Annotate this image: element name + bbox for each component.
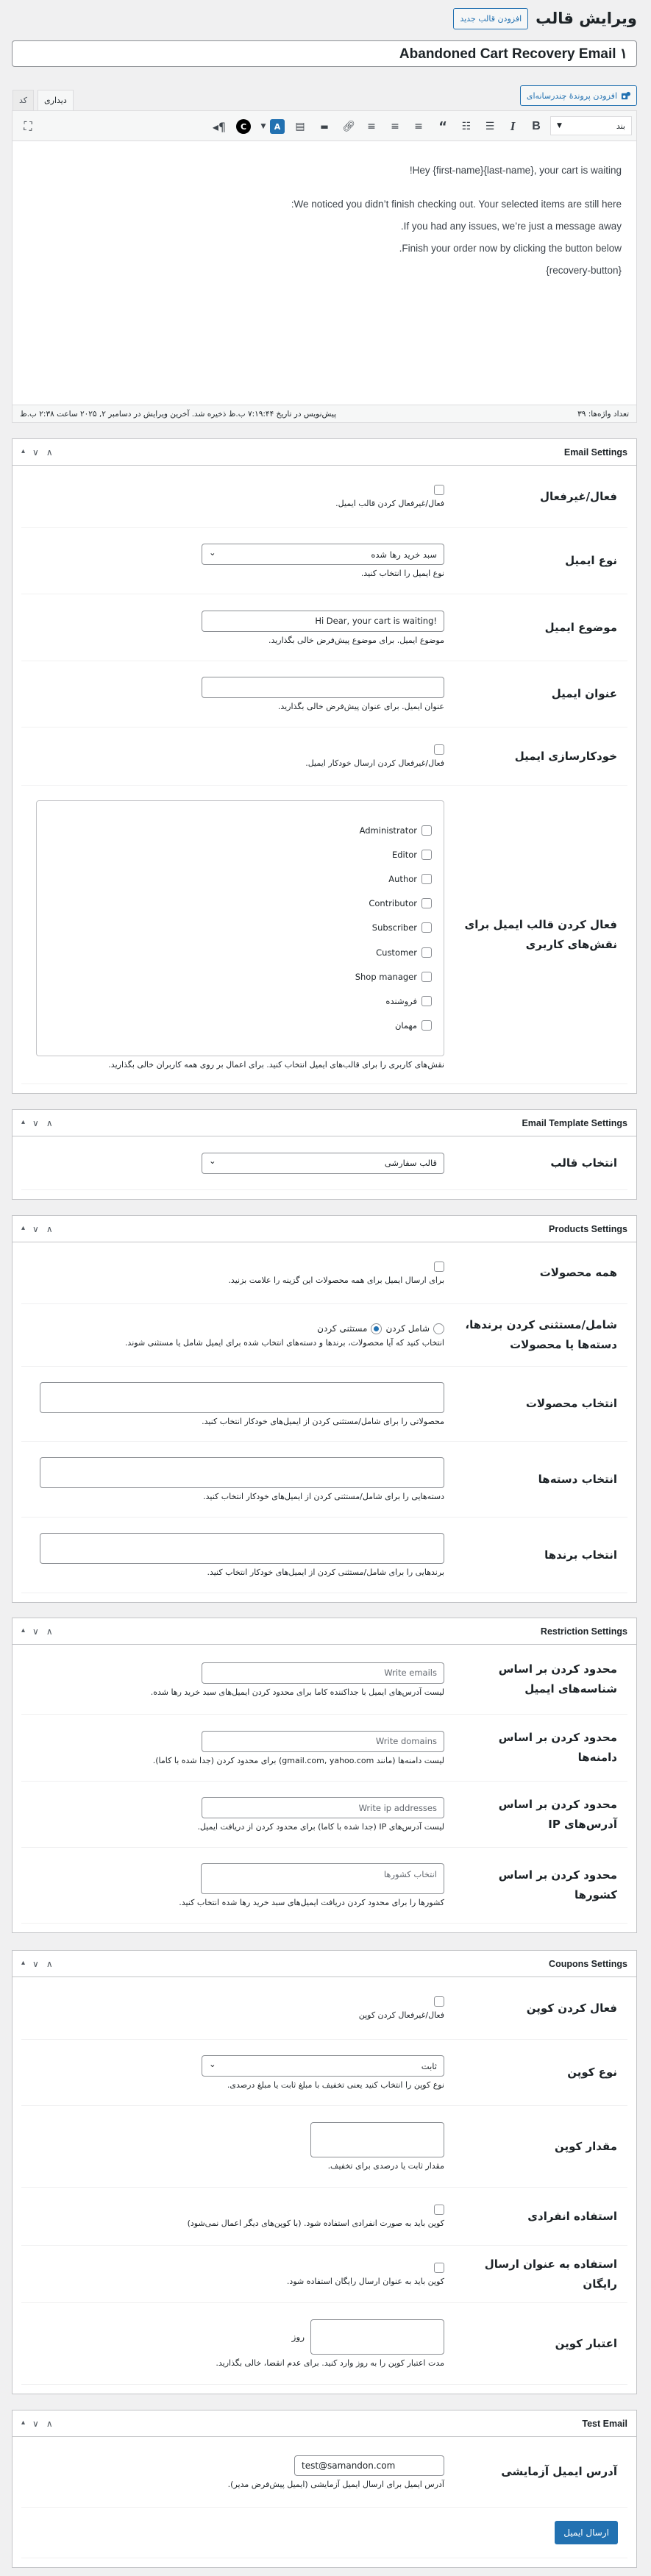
- select-value: سبد خرید رها شده: [371, 549, 437, 560]
- panel-title: Restriction Settings: [540, 1626, 627, 1637]
- field-control: [21, 1382, 444, 1426]
- checkbox[interactable]: [421, 1020, 432, 1031]
- text-input[interactable]: Write emails: [202, 1662, 444, 1684]
- test-email-input[interactable]: test@samandon.com: [294, 2455, 444, 2476]
- move-down-icon[interactable]: ∨: [32, 2418, 39, 2429]
- settings-row: [21, 2106, 627, 2188]
- checkbox[interactable]: [434, 2205, 444, 2215]
- field-description: محصولاتی را برای شامل/مستثنی کردن از ایمیل‌های خودکار انتخاب کنید.: [202, 1416, 444, 1426]
- move-up-icon[interactable]: ▴: [21, 1117, 26, 1126]
- text-input[interactable]: [202, 677, 444, 698]
- field-label: محدود کردن بر اساس آدرس‌های IP: [498, 1797, 617, 1831]
- checkbox[interactable]: [434, 1996, 444, 2007]
- field-label: فعال کردن قالب ایمیل برای نقش‌های کاربری: [464, 917, 617, 951]
- read-more-icon[interactable]: ▬: [320, 121, 329, 132]
- field-description: دسته‌هایی را برای شامل/مستثنی کردن از ایمیل‌های خودکار انتخاب کنید.: [203, 1492, 444, 1501]
- field-label: اعتبار کوپن: [555, 2336, 617, 2350]
- settings-row: [21, 1645, 627, 1715]
- panel-header: [13, 1951, 636, 1977]
- test-email-panel: [12, 2410, 637, 2568]
- panel-title: Coupons Settings: [549, 1958, 627, 1969]
- field-label: انتخاب دسته‌ها: [538, 1472, 617, 1486]
- field-control: [21, 1262, 444, 1285]
- panel-controls: [21, 1224, 53, 1234]
- number-input[interactable]: [310, 2319, 444, 2355]
- number-input[interactable]: [310, 2122, 444, 2157]
- editor-content[interactable]: [13, 141, 636, 405]
- panel-header: [13, 2410, 636, 2437]
- field-label: انتخاب محصولات: [525, 1397, 617, 1410]
- role-label: Subscriber: [371, 922, 417, 933]
- panel-controls: [21, 447, 53, 458]
- bold-icon[interactable]: B: [532, 120, 541, 132]
- role-label: Contributor: [369, 898, 417, 909]
- add-media-label: افزودن پروندهٔ چندرسانه‌ای: [526, 90, 617, 101]
- radio-group: [317, 1323, 444, 1334]
- numbered-list-icon[interactable]: ☷: [461, 121, 472, 132]
- products-settings-panel: [12, 1215, 637, 1603]
- panel-header: [13, 1216, 636, 1242]
- field-description: نوع ایمیل را انتخاب کنید.: [360, 569, 444, 578]
- clear-format-icon[interactable]: C: [236, 119, 251, 134]
- restriction-settings-panel: [12, 1618, 637, 1933]
- field-label: فعال کردن کوپن: [526, 2001, 617, 2015]
- settings-row: [21, 1782, 627, 1848]
- settings-row: [21, 1136, 627, 1190]
- field-control: [21, 611, 444, 645]
- move-down-icon[interactable]: ∨: [32, 446, 39, 458]
- paragraph-format-select[interactable]: [550, 116, 632, 135]
- field-description: نوع کوپن را انتخاب کنید یعنی تخفیف با مبلغ ثابت یا مبلغ درصدی.: [227, 2080, 444, 2090]
- checkbox[interactable]: [421, 996, 432, 1006]
- field-control: [21, 544, 444, 578]
- panel-footer-space: [13, 1593, 636, 1602]
- field-control: [21, 2205, 444, 2228]
- collapse-toggle-icon[interactable]: ∧: [46, 1117, 53, 1128]
- settings-row: [21, 2246, 627, 2303]
- coupons-settings-panel: [12, 1950, 637, 2394]
- number-field: [310, 2122, 444, 2157]
- field-description: برای ارسال ایمیل برای همه محصولات این گزینه را علامت بزنید.: [228, 1275, 444, 1285]
- field-label: شامل/مستثنی کردن برندها، دسته‌ها یا محصولات: [465, 1318, 617, 1351]
- settings-row: [21, 2437, 627, 2508]
- settings-row: [21, 466, 627, 528]
- radio-button[interactable]: [433, 1323, 444, 1334]
- settings-row: [21, 1518, 627, 1593]
- checkbox[interactable]: [434, 2263, 444, 2273]
- text-input[interactable]: Write domains: [202, 1731, 444, 1752]
- role-label: Author: [388, 874, 417, 885]
- select-dropdown[interactable]: [202, 1153, 444, 1174]
- radio-button[interactable]: [371, 1323, 382, 1334]
- text-color-icon[interactable]: A: [270, 119, 285, 134]
- checkbox[interactable]: [421, 972, 432, 982]
- content-line: .Finish your order now by clicking the button below: [399, 243, 622, 254]
- field-description: لیست آدرس‌های ایمیل با جداکننده کاما برای محدود کردن ایمیل‌های سبد خرید رها شده.: [150, 1687, 444, 1697]
- field-label: نوع ایمیل: [565, 554, 617, 567]
- move-up-icon[interactable]: ▴: [21, 1626, 26, 1634]
- field-label: نوع کوپن: [567, 2066, 617, 2079]
- field-control: [21, 2455, 444, 2489]
- role-label: Editor: [391, 850, 417, 861]
- settings-row: [21, 528, 627, 594]
- align-left-icon[interactable]: ≡: [367, 121, 376, 132]
- collapse-toggle-icon[interactable]: ∧: [46, 1223, 53, 1234]
- toolbar-toggle-icon[interactable]: ▤: [295, 121, 305, 132]
- role-option[interactable]: [49, 944, 432, 960]
- checkbox[interactable]: [421, 922, 432, 933]
- panel-footer-space: [13, 1190, 636, 1199]
- radio-label: شامل کردن: [385, 1323, 430, 1334]
- panel-header: [13, 1110, 636, 1136]
- settings-row: [21, 1304, 627, 1367]
- role-option[interactable]: [49, 823, 432, 839]
- move-down-icon[interactable]: ∨: [32, 1117, 39, 1128]
- settings-row: [21, 1848, 627, 1924]
- panel-footer-space: [13, 2385, 636, 2394]
- collapse-toggle-icon[interactable]: ∧: [46, 2418, 53, 2429]
- role-label: Customer: [376, 947, 417, 958]
- field-control: [21, 2122, 444, 2171]
- field-control: [21, 2263, 444, 2286]
- format-value: بند: [616, 121, 625, 131]
- move-up-icon[interactable]: ▴: [21, 446, 26, 455]
- fullscreen-icon[interactable]: ⛶: [24, 119, 32, 133]
- field-label: خودکارسازی ایمیل: [514, 749, 617, 763]
- settings-row: [21, 594, 627, 661]
- field-control: [21, 1153, 444, 1174]
- panel-header: [13, 439, 636, 466]
- editor-tabs: [13, 90, 74, 110]
- field-control: [21, 677, 444, 711]
- field-description: نقش‌های کاربری را برای قالب‌های ایمیل انتخاب کنید. برای اعمال بر روی همه کاربران خالی بگذارید.: [108, 1059, 444, 1070]
- content-line: :We noticed you didn’t finish checking out. Your selected items are still here: [291, 199, 622, 210]
- panel-controls: [21, 1626, 53, 1637]
- role-option[interactable]: [49, 896, 432, 911]
- panel-controls: [21, 1118, 53, 1128]
- content-line: .If you had any issues, we’re just a message away: [400, 221, 622, 232]
- field-description: فعال/غیرفعال کردن ارسال خودکار ایمیل.: [305, 758, 444, 768]
- select-value: ثابت: [421, 2060, 437, 2071]
- bullet-list-icon[interactable]: ☰: [485, 121, 495, 132]
- chevron-down-icon: ⌄: [209, 2058, 216, 2069]
- field-label: مقدار کوپن: [554, 2139, 617, 2153]
- field-control: [21, 744, 444, 768]
- field-label: آدرس ایمیل آزمایشی: [501, 2465, 617, 2478]
- page-header: [453, 6, 637, 31]
- settings-row: [21, 1715, 627, 1782]
- post-title-input[interactable]: Abandoned Cart Recovery Email ۱: [12, 40, 637, 67]
- country-select-input[interactable]: انتخاب کشورها: [201, 1863, 444, 1894]
- settings-row: [21, 727, 627, 786]
- role-option[interactable]: [49, 920, 432, 936]
- settings-row: [21, 1977, 627, 2040]
- field-description: عنوان ایمیل. برای عنوان پیش‌فرض خالی بگذارید.: [277, 702, 444, 711]
- add-media-button[interactable]: [520, 85, 637, 106]
- role-option[interactable]: [49, 872, 432, 887]
- tab-visual[interactable]: دیداری: [38, 90, 74, 110]
- field-control: [21, 1662, 444, 1697]
- email-settings-panel: [12, 438, 637, 1094]
- field-control: [21, 2521, 627, 2544]
- content-editor: [12, 110, 637, 423]
- field-label: فعال/غیرفعال: [539, 489, 617, 503]
- select-value: قالب سفارشی: [384, 1158, 437, 1168]
- field-label: محدود کردن بر اساس کشورها: [498, 1868, 617, 1901]
- field-control: [21, 1533, 444, 1577]
- align-center-icon[interactable]: ≡: [391, 121, 399, 132]
- field-description: فعال/غیرفعال کردن قالب ایمیل.: [335, 499, 444, 508]
- panel-header: [13, 1618, 636, 1645]
- field-description: برندهایی را برای شامل/مستثنی کردن از ایمیل‌های خودکار انتخاب کنید.: [207, 1568, 444, 1577]
- tab-code[interactable]: کد: [13, 90, 34, 110]
- role-label: مهمان: [394, 1020, 417, 1031]
- add-new-template-button[interactable]: افزودن قالب جدید: [453, 8, 528, 29]
- checkbox[interactable]: [421, 825, 432, 836]
- text-input[interactable]: Hi Dear, your cart is waiting!: [202, 611, 444, 632]
- field-label: انتخاب قالب: [550, 1156, 617, 1170]
- rtl-icon[interactable]: ¶◂: [212, 119, 227, 134]
- editor-toolbar: [13, 111, 636, 141]
- field-label: موضوع ایمیل: [544, 620, 617, 634]
- field-description: موضوع ایمیل. برای موضوع پیش‌فرض خالی بگذارید.: [268, 635, 444, 645]
- settings-row: [21, 1242, 627, 1304]
- field-label: انتخاب برندها: [544, 1548, 617, 1562]
- role-label: فروشنده: [385, 995, 417, 1006]
- chevron-down-icon: ⌄: [209, 547, 216, 558]
- collapse-toggle-icon[interactable]: ∧: [46, 446, 53, 458]
- field-description: کوپن باید به عنوان ارسال رایگان استفاده شود.: [286, 2276, 444, 2286]
- panel-footer-space: [13, 1924, 636, 1932]
- field-control: [21, 1457, 444, 1501]
- number-field: [292, 2319, 444, 2355]
- settings-row: [21, 1367, 627, 1442]
- move-up-icon[interactable]: ▴: [21, 1223, 26, 1232]
- move-up-icon[interactable]: ▴: [21, 2418, 26, 2427]
- field-description: کشورها را برای محدود کردن دریافت ایمیل‌های سبد خرید رها شده انتخاب کنید.: [179, 1898, 444, 1907]
- field-control: [21, 1323, 444, 1348]
- field-description: فعال/غیرفعال کردن کوپن: [358, 2010, 444, 2020]
- send-email-button[interactable]: ارسال ایمیل: [555, 2521, 618, 2544]
- field-label: محدود کردن بر اساس دامنه‌ها: [498, 1731, 617, 1764]
- multi-select-input[interactable]: [40, 1533, 444, 1564]
- select-dropdown[interactable]: [202, 2055, 444, 2077]
- panel-title: Email Settings: [563, 446, 627, 458]
- move-up-icon[interactable]: ▴: [21, 1958, 26, 1967]
- field-label: عنوان ایمیل: [551, 687, 617, 700]
- settings-row: [21, 1442, 627, 1518]
- multi-select-input[interactable]: [40, 1457, 444, 1488]
- settings-row: [21, 2040, 627, 2106]
- role-label: Administrator: [359, 825, 417, 836]
- field-description: لیست دامنه‌ها (مانند gmail.com, yahoo.com) برای محدود کردن (جدا شده با کاما).: [152, 1755, 444, 1765]
- field-control: [21, 2055, 444, 2090]
- blockquote-icon[interactable]: “: [438, 118, 447, 135]
- settings-row: [21, 661, 627, 727]
- multi-select-input[interactable]: [40, 1382, 444, 1413]
- chevron-down-icon: ⌄: [209, 1156, 216, 1166]
- field-description: لیست آدرس‌های IP (جدا شده با کاما) برای محدود کردن از دریافت ایمیل.: [197, 1822, 444, 1832]
- checkbox[interactable]: [421, 898, 432, 908]
- settings-row: [21, 2303, 627, 2385]
- field-label: همه محصولات: [539, 1266, 617, 1279]
- checkbox[interactable]: [434, 744, 444, 755]
- field-control: [21, 485, 444, 508]
- panel-controls: [21, 2419, 53, 2429]
- field-control: [21, 2319, 444, 2368]
- role-option[interactable]: [49, 1017, 432, 1033]
- role-option[interactable]: [49, 969, 432, 984]
- checkbox[interactable]: [421, 874, 432, 884]
- role-label: Shop manager: [355, 971, 417, 982]
- email-template-settings-panel: [12, 1109, 637, 1200]
- unit-label: روز: [291, 2332, 305, 2342]
- move-down-icon[interactable]: ∨: [32, 1958, 39, 1969]
- role-option[interactable]: [49, 993, 432, 1008]
- field-description: انتخاب کنید که آیا محصولات، برندها و دسته‌های انتخاب شده برای ایمیل شامل یا مستثنی شوند.: [124, 1337, 444, 1348]
- field-label: استفاده به عنوان ارسال رایگان: [484, 2257, 617, 2291]
- move-down-icon[interactable]: ∨: [32, 1223, 39, 1234]
- chevron-down-icon: ▼: [557, 122, 562, 129]
- content-line: !Hey {first-name}{last-name}, your cart is waiting: [409, 165, 622, 176]
- italic-icon[interactable]: I: [510, 119, 516, 133]
- field-description: مدت اعتبار کوپن را به روز وارد کنید. برای عدم انقضا، خالی بگذارید.: [216, 2358, 444, 2368]
- select-dropdown[interactable]: [202, 544, 444, 565]
- checkbox[interactable]: [434, 485, 444, 495]
- checkbox[interactable]: [421, 850, 432, 860]
- radio-label: مستثنی کردن: [317, 1323, 368, 1334]
- field-control: [21, 1797, 444, 1832]
- collapse-toggle-icon[interactable]: ∧: [46, 1958, 53, 1969]
- field-control: [21, 1996, 444, 2020]
- panel-controls: [21, 1959, 53, 1969]
- settings-row: [21, 2508, 627, 2558]
- panel-title: Products Settings: [549, 1223, 627, 1234]
- role-option[interactable]: [49, 847, 432, 863]
- content-line: {recovery-button}: [546, 265, 622, 276]
- panel-footer-space: [13, 2558, 636, 2567]
- settings-row: [21, 2188, 627, 2246]
- checkbox[interactable]: [434, 1262, 444, 1272]
- link-icon[interactable]: 🔗︎: [342, 121, 355, 132]
- move-down-icon[interactable]: ∨: [32, 1626, 39, 1637]
- settings-row: [21, 786, 627, 1084]
- editor-status-bar: [13, 405, 636, 422]
- collapse-toggle-icon[interactable]: ∧: [46, 1626, 53, 1637]
- word-count: تعداد واژه‌ها: ۳۹: [577, 409, 629, 419]
- text-input[interactable]: Write ip addresses: [202, 1797, 444, 1818]
- panel-title: Test Email: [582, 2418, 627, 2429]
- field-control: [21, 800, 444, 1070]
- field-description: آدرس ایمیل برای ارسال ایمیل آزمایشی (ایمیل پیش‌فرض مدیر).: [227, 2479, 444, 2489]
- field-label: محدود کردن بر اساس شناسه‌های ایمیل: [498, 1662, 617, 1696]
- field-control: [21, 1863, 444, 1907]
- checkbox[interactable]: [421, 947, 432, 958]
- autosave-status: پیش‌نویس در تاریخ ۷:۱۹:۴۴ ب.ظ ذخیره شد. آخرین ویرایش در دسامبر ۲, ۲۰۲۵ ساعت ۲:۳۸ ب.ظ: [20, 409, 337, 419]
- align-right-icon[interactable]: ≡: [414, 121, 423, 132]
- field-control: [21, 1731, 444, 1765]
- dropdown-icon[interactable]: ▼: [260, 123, 266, 130]
- field-label: استفاده انفرادی: [527, 2209, 617, 2223]
- roles-checklist: [36, 800, 444, 1056]
- field-description: کوپن باید به صورت انفرادی استفاده شود. (با کوپن‌های دیگر اعمال نمی‌شود): [187, 2219, 444, 2228]
- field-description: مقدار ثابت یا درصدی برای تخفیف.: [327, 2161, 444, 2171]
- panel-title: Email Template Settings: [522, 1117, 627, 1128]
- media-icon: [621, 91, 630, 101]
- page-title: ویرایش قالب: [536, 10, 637, 27]
- panel-footer-space: [13, 1084, 636, 1093]
